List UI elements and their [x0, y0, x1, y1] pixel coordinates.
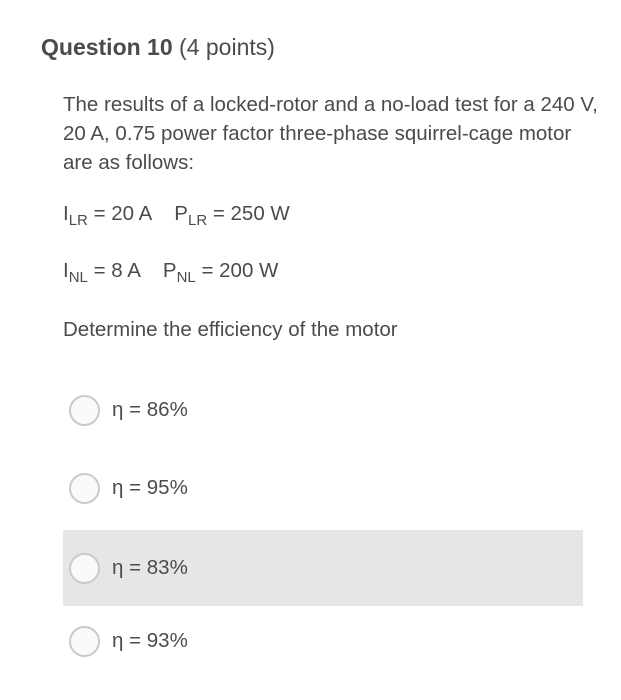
question-header — [41, 34, 275, 61]
answer-option-label: η = 95% — [112, 476, 188, 499]
answer-option-4[interactable] — [63, 603, 583, 679]
answer-option-label: η = 83% — [112, 556, 188, 579]
locked-rotor-current-subscript: LR — [68, 212, 88, 229]
question-points: (4 points) — [179, 34, 275, 60]
question-number: Question 10 — [41, 34, 173, 60]
no-load-values — [63, 259, 278, 286]
no-load-current-subscript: NL — [68, 269, 88, 286]
answer-option-label: η = 86% — [112, 398, 188, 421]
radio-button[interactable] — [69, 553, 100, 584]
locked-rotor-power-value: = 250 W — [207, 202, 290, 225]
no-load-current-symbol: I — [63, 259, 69, 282]
answer-option-1[interactable] — [63, 372, 583, 448]
radio-button[interactable] — [69, 626, 100, 657]
locked-rotor-power-symbol: P — [174, 202, 188, 225]
radio-button[interactable] — [69, 395, 100, 426]
question-ask: Determine the efficiency of the motor — [63, 318, 398, 341]
locked-rotor-power-subscript: LR — [187, 212, 208, 229]
answer-option-3[interactable] — [63, 530, 583, 606]
answer-option-2[interactable] — [63, 450, 583, 526]
no-load-power-value: = 200 W — [195, 259, 279, 282]
locked-rotor-values — [63, 202, 290, 229]
no-load-power-subscript: NL — [176, 269, 196, 286]
radio-button[interactable] — [69, 473, 100, 504]
no-load-current-value: = 8 A — [87, 259, 141, 282]
question-prompt: The results of a locked-rotor and a no-load test for a 240 V, 20 A, 0.75 power factor three-phase squirrel-cage motor are as follows: — [63, 93, 598, 174]
locked-rotor-current-value: = 20 A — [87, 202, 153, 225]
answer-option-label: η = 93% — [112, 629, 188, 652]
locked-rotor-current-symbol: I — [63, 202, 69, 225]
no-load-power-symbol: P — [162, 259, 177, 282]
